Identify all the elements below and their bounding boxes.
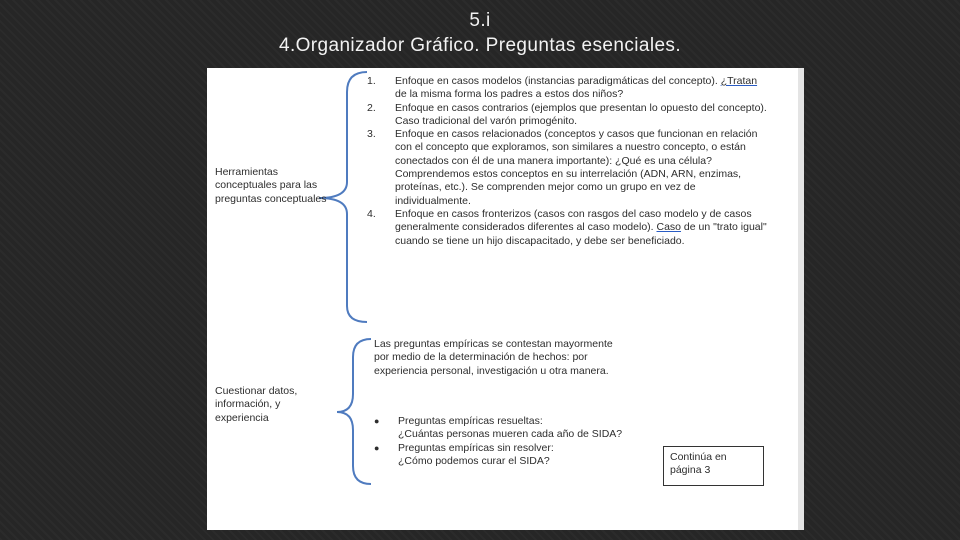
item-text: Enfoque en casos relacionados (conceptos y casos que funcionan en relación con el concepto que exploramos, son similares a nuestro concepto, o están conectados con él de una manera importante): ¿Qué es una célula? Comprendemos estos conceptos en su interrelación (ADN, ARN, enzimas, proteínas, etc.). Se comprenden mejor como un grupo en vez de individualmente. bbox=[395, 128, 758, 207]
bullet-question: ¿Cómo podemos curar el SIDA? bbox=[398, 454, 550, 467]
bullet-title: Preguntas empíricas sin resolver: bbox=[398, 441, 554, 454]
item-text: Enfoque en casos contrarios (ejemplos que presentan lo opuesto del concepto). Caso tradicional del varón primogénito. bbox=[395, 101, 767, 127]
underlined-link[interactable]: Caso bbox=[656, 221, 682, 234]
item-number: 4. bbox=[367, 207, 376, 220]
conceptual-tools-list bbox=[367, 75, 767, 248]
bullet-question: ¿Cuántas personas mueren cada año de SIDA? bbox=[398, 428, 623, 441]
list-item bbox=[367, 208, 767, 248]
scanned-document bbox=[207, 68, 804, 530]
section2-label: Cuestionar datos, información, y experiencia bbox=[215, 385, 298, 424]
list-item bbox=[367, 102, 767, 129]
bullet-item bbox=[374, 442, 664, 469]
slide-number: 5.i bbox=[469, 10, 491, 31]
item-text bbox=[395, 208, 767, 248]
slide-heading: 4.Organizador Gráfico. Preguntas esenciales. bbox=[278, 35, 682, 56]
item-text-before: Enfoque en casos modelos (instancias paradigmáticas del concepto). bbox=[395, 75, 721, 87]
bullet-title: Preguntas empíricas resueltas: bbox=[398, 415, 543, 427]
bracket-bottom bbox=[337, 339, 371, 484]
empirical-intro: Las preguntas empíricas se contestan mayormente por medio de la determinación de hechos: por experiencia personal, investigación u otra manera. bbox=[374, 338, 613, 377]
list-item bbox=[367, 75, 767, 102]
continue-note: Continúa en página 3 bbox=[663, 446, 764, 486]
bullet-text bbox=[398, 442, 554, 469]
section1-label: Herramientas conceptuales para las preguntas conceptuales bbox=[215, 166, 327, 205]
item-text-before: Enfoque en casos fronterizos (casos con rasgos del caso modelo y de casos generalmente considerados diferentes al caso modelo). bbox=[395, 207, 752, 234]
item-text bbox=[395, 75, 767, 102]
underlined-link[interactable]: ¿Tratan bbox=[720, 75, 758, 87]
bullet-text bbox=[398, 415, 622, 442]
item-number: 2. bbox=[367, 101, 376, 114]
item-text-after: de un "trato igual" cuando se tiene un hijo discapacitado, y debe ser beneficiado. bbox=[395, 221, 767, 247]
bullet-item bbox=[374, 415, 664, 442]
bullet-icon: ● bbox=[374, 416, 380, 426]
item-number: 3. bbox=[367, 128, 376, 141]
slide-title bbox=[0, 8, 960, 58]
item-number: 1. bbox=[367, 75, 376, 87]
empirical-questions-list bbox=[374, 415, 664, 468]
list-item bbox=[367, 128, 767, 208]
bullet-icon: ● bbox=[374, 442, 380, 453]
item-text-after: de la misma forma los padres a estos dos niños? bbox=[395, 88, 624, 101]
